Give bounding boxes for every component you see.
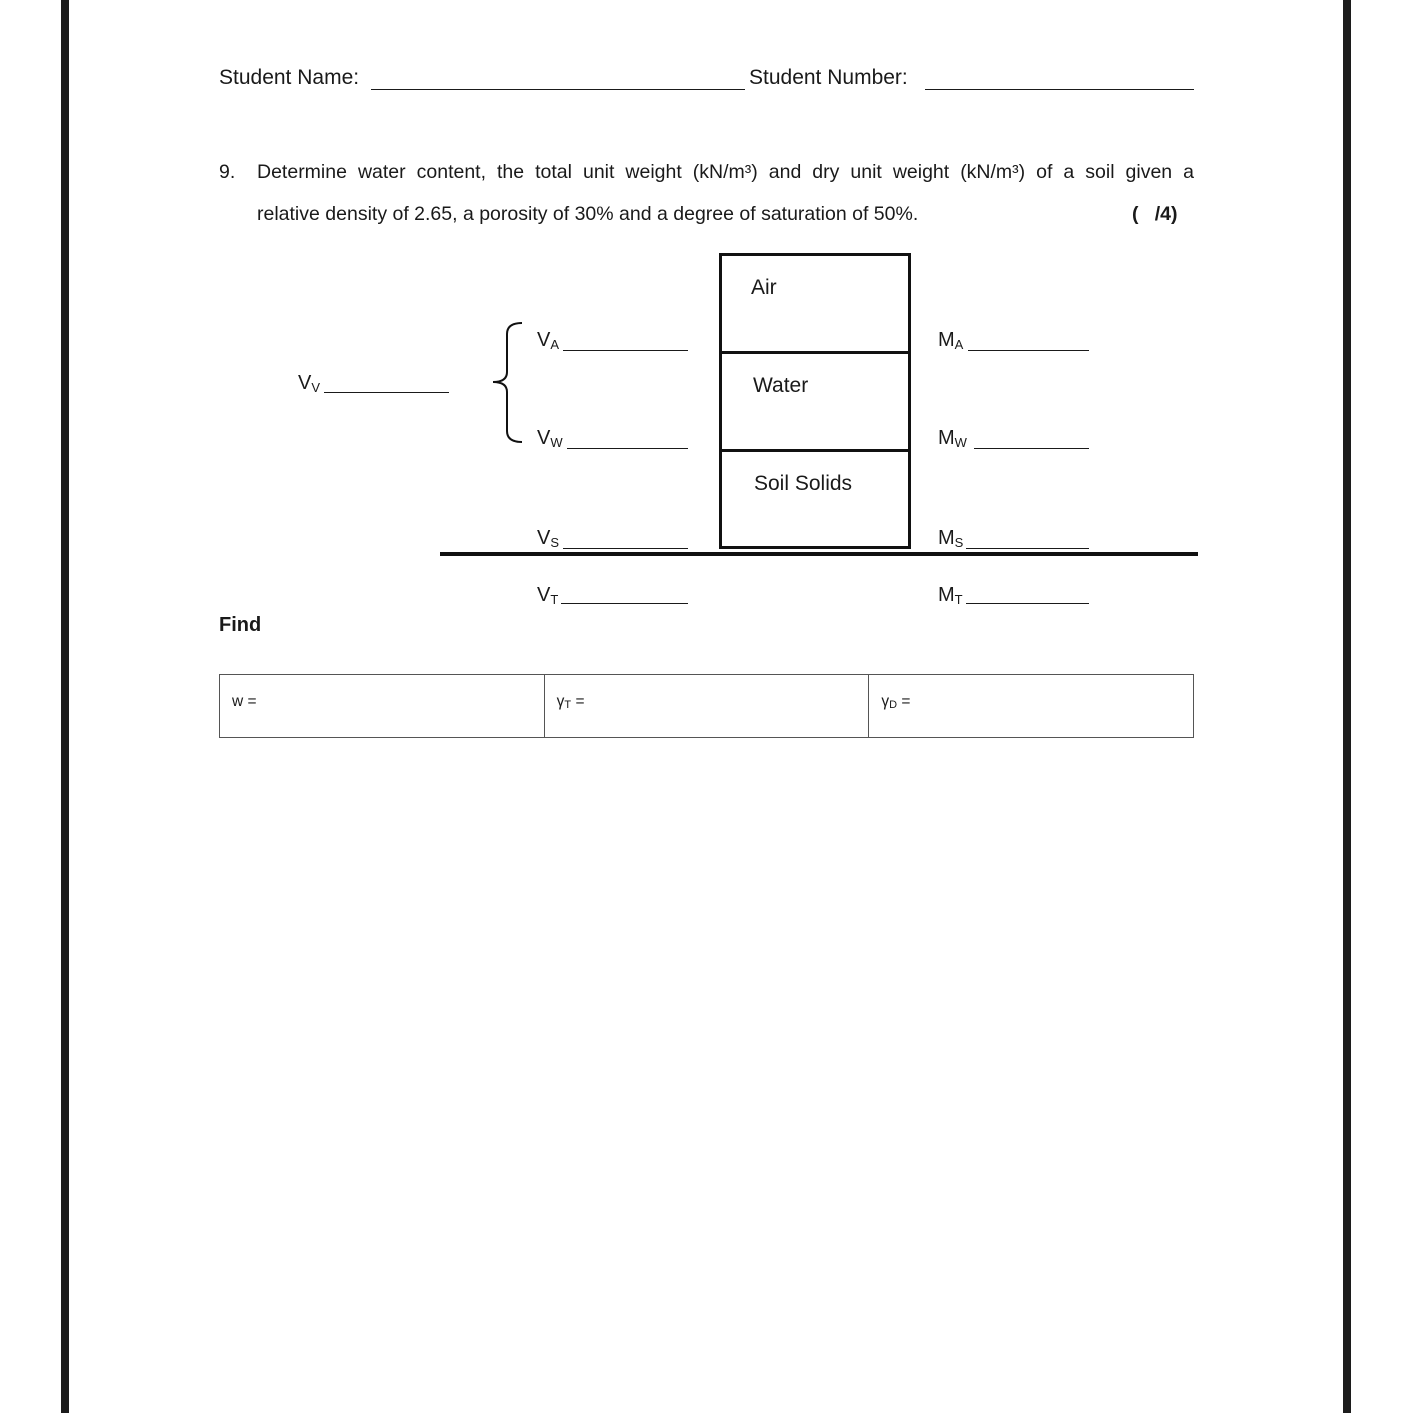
- find-heading: Find: [219, 614, 262, 636]
- mt-label: $M_T$: [938, 584, 963, 607]
- vv-answer-field[interactable]: [324, 392, 449, 393]
- vs-answer-field[interactable]: [563, 548, 688, 549]
- phase-air-label: Air: [751, 276, 777, 299]
- void-volume-brace: [485, 318, 525, 448]
- diagram-base-line: [440, 552, 1198, 556]
- vt-label: $V_T$: [537, 584, 559, 607]
- phase-air: [719, 253, 911, 354]
- answer-table: [219, 674, 1194, 738]
- ma-label: $M_A$: [938, 329, 964, 352]
- mw-answer-field[interactable]: [974, 448, 1089, 449]
- vs-label: $V_S$: [537, 527, 560, 550]
- dry-unit-weight-answer-cell[interactable]: $\gamma_D$ =: [869, 675, 1194, 738]
- phase-soil-solids-label: Soil Solids: [754, 472, 853, 495]
- question-text-line-2: relative density of 2.65, a porosity of 30% and a degree of saturation of 50%.: [257, 203, 919, 225]
- total-unit-weight-answer-cell[interactable]: $\gamma_T$ =: [544, 675, 869, 738]
- vv-label: $V_V$: [298, 372, 321, 395]
- question-marks: ( /4): [1132, 203, 1178, 225]
- vw-label: $V_W$: [537, 427, 563, 450]
- mt-answer-field[interactable]: [966, 603, 1089, 604]
- ms-answer-field[interactable]: [966, 548, 1089, 549]
- ms-label: $M_S$: [938, 527, 964, 550]
- vw-answer-field[interactable]: [567, 448, 688, 449]
- phase-water-label: Water: [753, 374, 809, 397]
- water-content-answer-cell[interactable]: w =: [220, 675, 545, 738]
- phase-soil-solids: [719, 449, 911, 549]
- phase-water: [719, 351, 911, 452]
- va-answer-field[interactable]: [563, 350, 688, 351]
- student-number-label: Student Number:: [749, 66, 908, 89]
- va-label: $V_A$: [537, 329, 560, 352]
- question-number: 9.: [219, 161, 236, 183]
- ma-answer-field[interactable]: [968, 350, 1089, 351]
- student-name-field[interactable]: [371, 89, 745, 90]
- question-text-line-1: Determine water content, the total unit weight (kN/m³) and dry unit weight (kN/m³) of a soil given a: [257, 161, 1194, 183]
- student-number-field[interactable]: [925, 89, 1194, 90]
- mw-label: $M_W$: [938, 427, 967, 450]
- page-edge-left: [61, 0, 69, 1413]
- student-name-label: Student Name:: [219, 66, 360, 89]
- vt-answer-field[interactable]: [561, 603, 688, 604]
- phase-diagram: [719, 253, 911, 549]
- page-edge-right: [1343, 0, 1351, 1413]
